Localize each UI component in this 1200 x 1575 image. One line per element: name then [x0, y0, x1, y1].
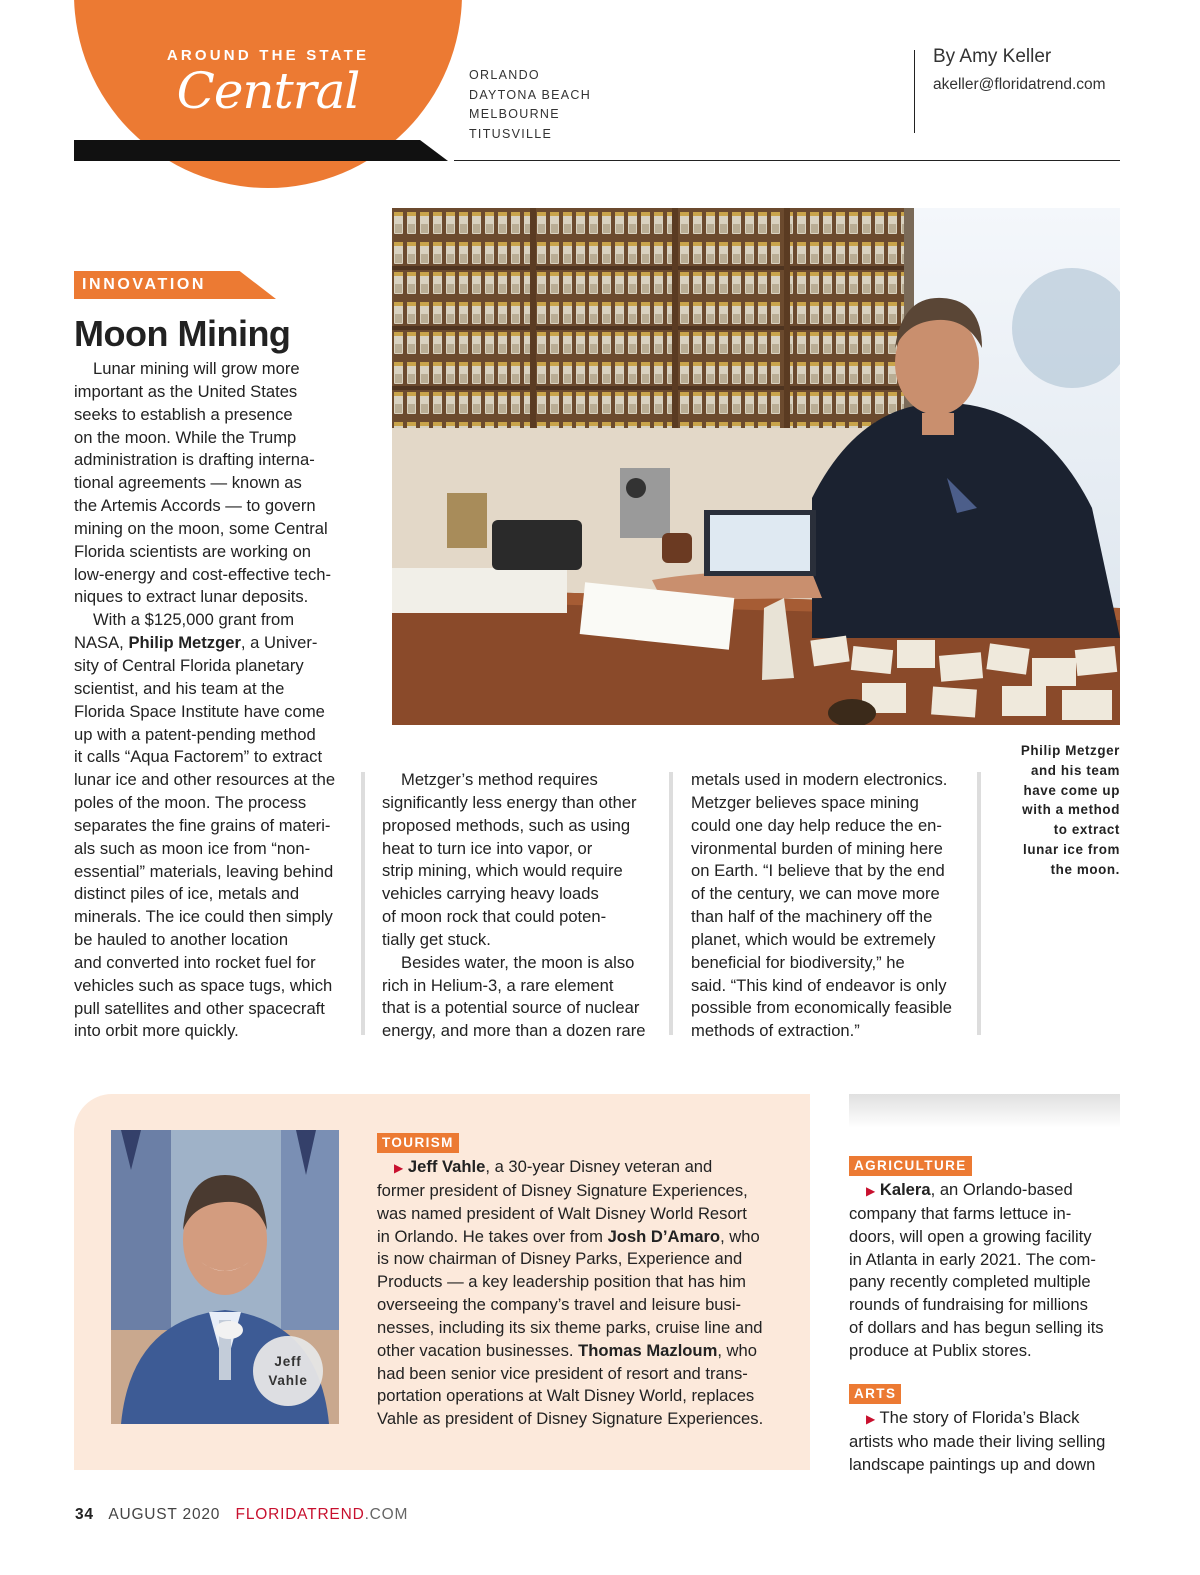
text-line: [377, 1340, 777, 1363]
text-line: Vahle as president of Disney Signature Experiences.: [377, 1409, 764, 1429]
page-number: 34: [75, 1506, 94, 1523]
person-name: Josh D’Amaro: [607, 1226, 721, 1246]
tourism-tag: TOURISM: [377, 1133, 459, 1153]
text-line: had been senior vice president of resort and trans-: [377, 1363, 748, 1383]
issue-date: AUGUST 2020: [108, 1506, 221, 1523]
text-run: The story of Florida’s Black: [879, 1408, 1080, 1427]
site-name[interactable]: FLORIDATREND: [235, 1506, 365, 1523]
text-line: nesses, including its six theme parks, cruise line and: [377, 1317, 763, 1337]
city: TITUSVILLE: [469, 127, 553, 142]
city: MELBOURNE: [469, 107, 560, 122]
text-line: essential” materials, leaving behind: [74, 861, 334, 881]
caption-line: and his team: [1030, 762, 1120, 778]
text-line: scientist, and his team at the: [74, 678, 285, 698]
header-bar: [74, 140, 454, 161]
text-line: Metzger believes space mining: [691, 792, 919, 812]
text-line: portation operations at Walt Disney World, replaces: [377, 1386, 755, 1406]
section-kicker: AROUND THE STATE: [166, 47, 370, 64]
photo-label: [253, 1352, 323, 1390]
text-line: [377, 1156, 777, 1180]
text-line: and converted into rocket fuel for: [74, 952, 316, 972]
caption-line: have come up: [1023, 782, 1120, 798]
text-line: Metzger’s method requires: [401, 770, 598, 789]
byline-divider: [914, 50, 915, 133]
text-line: overseeing the company’s travel and leisure busi-: [377, 1295, 742, 1315]
text-line: it calls “Aqua Factorem” to extract: [74, 747, 323, 767]
triangle-right-icon: ▶: [394, 1161, 404, 1175]
text-line: of dollars and has begun selling its: [849, 1318, 1104, 1338]
arts-text: [849, 1407, 1120, 1477]
text-line: separates the fine grains of materi-: [74, 815, 331, 835]
text-line: pull satellites and other spacecraft: [74, 998, 325, 1018]
text-line: up with a patent-pending method: [74, 724, 316, 744]
city: ORLANDO: [469, 68, 540, 82]
text-line: vehicles carrying heavy loads: [382, 884, 599, 904]
column-rule: [977, 772, 981, 1035]
text-line: Lunar mining will grow more: [93, 359, 300, 378]
text-run: , a 30-year Disney veteran and: [485, 1157, 713, 1176]
text-line: rounds of fundraising for millions: [849, 1295, 1088, 1315]
text-line: into orbit more quickly.: [74, 1021, 239, 1041]
text-line: seeks to establish a presence: [74, 404, 293, 424]
triangle-right-icon: ▶: [866, 1184, 876, 1198]
text-run: , a Univer-: [240, 633, 318, 653]
text-line: vehicles such as space tugs, which: [74, 975, 333, 995]
text-line: strip mining, which would require: [382, 861, 623, 881]
text-line: that is a potential source of nuclear: [382, 998, 640, 1018]
article-column-2: [382, 769, 662, 1043]
text-line: the Artemis Accords — to govern: [74, 496, 316, 516]
text-run: , who: [720, 1226, 760, 1246]
arts-tag: ARTS: [849, 1384, 901, 1404]
text-line: low-energy and cost-effective tech-: [74, 564, 332, 584]
city: DAYTONA BEACH: [469, 87, 592, 102]
text-line: tially get stuck.: [382, 929, 491, 949]
section-title: Central: [176, 62, 360, 120]
text-line: vironmental burden of mining here: [691, 838, 943, 858]
text-line: is now chairman of Disney Parks, Experience and: [377, 1249, 743, 1269]
site-suffix[interactable]: .COM: [364, 1506, 409, 1523]
column-rule: [361, 772, 365, 1035]
text-line: in Atlanta in early 2021. The com-: [849, 1249, 1096, 1269]
agriculture-text: [849, 1179, 1120, 1363]
text-line: company that farms lettuce in-: [849, 1203, 1072, 1223]
text-line: on the moon. While the Trump: [74, 427, 297, 447]
city-list: [469, 66, 591, 145]
text-line: than half of the machinery off the: [691, 907, 933, 927]
article-column-3: [691, 769, 971, 1043]
column-rule: [669, 772, 673, 1035]
text-line: metals used in modern electronics.: [691, 770, 948, 789]
person-name: Thomas Mazloum: [578, 1340, 718, 1360]
text-line: [849, 1407, 1120, 1431]
text-line: distinct piles of ice, metals and: [74, 884, 300, 904]
byline-email[interactable]: akeller@floridatrend.com: [933, 76, 1106, 93]
text-line: Products — a key leadership position that has him: [377, 1272, 746, 1292]
text-line: planet, which would be extremely: [691, 929, 936, 949]
text-line: [74, 632, 354, 655]
text-line: important as the United States: [74, 381, 298, 401]
text-line: said. “This kind of endeavor is only: [691, 975, 947, 995]
text-line: energy, and more than a dozen rare: [382, 1021, 646, 1041]
text-line: poles of the moon. The process: [74, 793, 307, 813]
text-line: rich in Helium-3, a rare element: [382, 975, 614, 995]
text-line: sity of Central Florida planetary: [74, 655, 304, 675]
photo-caption: [990, 741, 1120, 880]
sidebar-shade: [849, 1094, 1120, 1128]
text-line: administration is drafting interna-: [74, 450, 315, 470]
header-rule: [454, 160, 1120, 161]
text-line: proposed methods, such as using: [382, 815, 631, 835]
text-line: Florida Space Institute have come: [74, 701, 325, 721]
text-line: landscape paintings up and down: [849, 1454, 1096, 1474]
article-column-1: [74, 358, 354, 1043]
text-line: of moon rock that could poten-: [382, 907, 607, 927]
text-line: Besides water, the moon is also: [401, 952, 635, 972]
text-line: heat to turn ice into vapor, or: [382, 838, 593, 858]
text-line: beneficial for biodiversity,” he: [691, 952, 905, 972]
text-run: in Orlando. He takes over from: [377, 1226, 603, 1246]
label-line: Jeff: [274, 1354, 302, 1369]
text-line: former president of Disney Signature Experiences,: [377, 1180, 748, 1200]
caption-line: lunar ice from: [1023, 841, 1120, 857]
text-line: doors, will open a growing facility: [849, 1226, 1092, 1246]
text-line: als such as moon ice from “non-: [74, 838, 311, 858]
text-line: minerals. The ice could then simply: [74, 907, 333, 927]
text-run: NASA,: [74, 633, 124, 653]
triangle-right-icon: ▶: [866, 1412, 876, 1426]
text-run: , who: [717, 1340, 757, 1360]
text-line: significantly less energy than other: [382, 792, 637, 812]
person-name: Jeff Vahle: [407, 1157, 486, 1176]
text-run: other vacation businesses.: [377, 1340, 574, 1360]
person-name: Philip Metzger: [128, 633, 241, 653]
text-line: lunar ice and other resources at the: [74, 770, 336, 790]
caption-line: with a method: [1022, 802, 1120, 818]
caption-line: the moon.: [1050, 861, 1120, 877]
label-line: Vahle: [268, 1373, 308, 1388]
text-line: methods of extraction.”: [691, 1021, 860, 1041]
text-line: Florida scientists are working on: [74, 541, 312, 561]
metzger-photo: [392, 208, 1120, 725]
tourism-text: [377, 1156, 777, 1431]
article-headline: Moon Mining: [74, 313, 291, 354]
text-line: With a $125,000 grant from: [93, 610, 295, 630]
text-run: , an Orlando-based: [930, 1180, 1073, 1199]
company-name: Kalera: [879, 1180, 931, 1199]
text-line: possible from economically feasible: [691, 998, 953, 1018]
caption-line: to extract: [1053, 822, 1120, 838]
text-line: mining on the moon, some Central: [74, 518, 328, 538]
caption-line: Philip Metzger: [1020, 743, 1120, 758]
text-line: artists who made their living selling: [849, 1431, 1106, 1451]
text-line: produce at Publix stores.: [849, 1340, 1032, 1360]
text-line: could one day help reduce the en-: [691, 815, 942, 835]
page-footer: [75, 1506, 408, 1524]
text-line: on Earth. “I believe that by the end: [691, 861, 945, 881]
text-line: [849, 1179, 1120, 1203]
text-line: [377, 1226, 777, 1249]
text-line: niques to extract lunar deposits.: [74, 587, 309, 607]
text-line: pany recently completed multiple: [849, 1272, 1091, 1292]
text-line: tional agreements — known as: [74, 473, 302, 493]
text-line: of the century, we can move more: [691, 884, 940, 904]
agriculture-tag: AGRICULTURE: [849, 1156, 972, 1176]
innovation-tag-label: INNOVATION: [82, 276, 207, 293]
byline-name: By Amy Keller: [933, 46, 1052, 67]
text-line: was named president of Walt Disney World Resort: [377, 1203, 747, 1223]
text-line: be hauled to another location: [74, 930, 289, 950]
